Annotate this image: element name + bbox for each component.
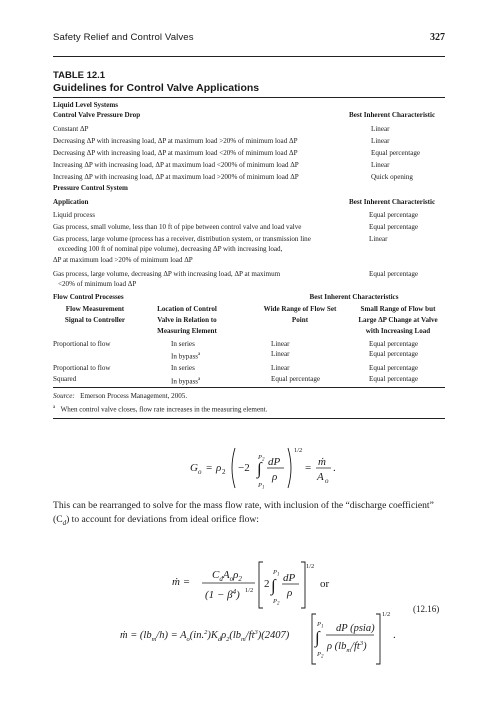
liquid-row-condition: Increasing ΔP with increasing load, ΔP at maximum load >200% of minimum load ΔP <box>53 173 299 181</box>
liquid-row-condition: Decreasing ΔP with increasing load, ΔP at maximum load >20% of minimum load ΔP <box>53 137 298 145</box>
pressure-row-application-cont: ΔP at maximum load >20% of minimum load ΔP <box>53 256 193 264</box>
eq2-exponent: 1/2 <box>306 563 315 570</box>
eq1-equals: = <box>206 462 213 474</box>
col-header-flow-measurement: Signal to Controller <box>64 316 126 324</box>
eq3-lower-limit: $P_2$ <box>317 651 324 660</box>
flow-row-small: Equal percentage <box>369 364 419 372</box>
eq1-minus-two: −2 <box>238 462 250 474</box>
flow-row-signal: Proportional to flow <box>53 364 111 372</box>
liquid-row-characteristic: Linear <box>371 161 390 169</box>
eq1-rho-sub: 2 <box>222 468 226 476</box>
eq1-rhs-num: ṁ <box>318 456 326 468</box>
eq1-upper-limit: $P_2$ <box>258 454 265 463</box>
eq3-integral-sign: ∫ <box>315 628 320 647</box>
flow-row-wide: Linear <box>271 340 290 348</box>
liquid-row-characteristic: Linear <box>371 125 390 133</box>
col-header-valve-location: Valve in Relation to <box>157 316 217 324</box>
liquid-row-characteristic: Equal percentage <box>371 149 421 157</box>
liquid-row-condition: Increasing ΔP with increasing load, ΔP at maximum load <200% of minimum load ΔP <box>53 161 299 169</box>
col-header-valve-location: Measuring Element <box>157 327 217 335</box>
eq1-exponent: 1/2 <box>294 447 303 454</box>
pressure-row-application: Gas process, small volume, less than 10 ft of pipe between control valve and load valve <box>53 223 302 231</box>
footnote-marker: a <box>198 377 201 382</box>
col-header-small-range: with Increasing Load <box>365 327 431 335</box>
col-header-application: Application <box>53 198 89 206</box>
col-header-small-range: Small Range of Flow but <box>360 305 436 313</box>
col-header-valve-location: Location of Control <box>157 305 217 313</box>
table-title: Guidelines for Control Valve Applications <box>53 82 260 94</box>
flow-row-location: In series <box>171 364 195 372</box>
eq2-frac-den: ρ <box>287 587 293 599</box>
eq1-rho: ρ <box>216 462 222 474</box>
eq2-num: $C_dA_o\rho_2$ <box>212 569 242 583</box>
flow-row-signal: Squared <box>53 375 77 383</box>
eq3-lhs: ṁ = $(lb_m/h) = A_o(in.^2)K_d\rho_2(lb_m/ft^3)(2407)$ <box>120 629 290 643</box>
eq2-left-bracket <box>259 562 263 608</box>
page-number: 327 <box>430 32 445 43</box>
flow-row-wide: Linear <box>271 350 290 358</box>
eq1-rhs-den-sub: o <box>325 477 329 485</box>
flow-row-location: In bypass$^a$ <box>171 377 201 386</box>
section-flow-control: Flow Control Processes <box>53 293 124 301</box>
flow-row-signal: Proportional to flow <box>53 340 111 348</box>
eq2-frac-num: dP <box>283 572 296 584</box>
eq2-or: or <box>320 578 330 590</box>
body-paragraph: This can be rearranged to solve for the mass flow rate, with inclusion of the “discharge coefficient” $(C_d)$ to account for deviations from ideal orifice flow: <box>53 500 434 527</box>
source-text: Emerson Process Management, 2005. <box>80 392 188 400</box>
col-header-wide-range: Wide Range of Flow Set <box>263 305 337 313</box>
eq1-lower-limit: $P_1$ <box>258 482 265 491</box>
flow-row-small: Equal percentage <box>369 340 419 348</box>
pressure-row-characteristic: Equal percentage <box>369 211 419 219</box>
eq3-frac-den: ρ $(lb_m/ft^3)$ <box>327 640 367 654</box>
eq3-frac-num: dP (psia) <box>336 623 375 634</box>
col-header-small-range: Large ΔP Change at Valve <box>358 316 438 324</box>
pressure-row-characteristic: Equal percentage <box>369 223 419 231</box>
eq1-lhs-sub: o <box>198 468 202 476</box>
eq1-period: . <box>333 462 336 474</box>
col-header-best-characteristic: Best Inherent Characteristic <box>349 111 436 119</box>
eq3-upper-limit: $P_1$ <box>317 621 324 630</box>
eq2-upper-limit: $P_1$ <box>273 569 280 578</box>
eq1-frac-num: dP <box>268 456 281 468</box>
pressure-row-application: Gas process, large volume (process has a receiver, distribution system, or transmission line <box>53 235 311 243</box>
col-header-best-characteristic: Best Inherent Characteristic <box>349 198 436 206</box>
flow-row-wide: Linear <box>271 364 290 372</box>
flow-row-small: Equal percentage <box>369 350 419 358</box>
eq1-integral-sign: ∫ <box>257 459 262 478</box>
source-label: Source: <box>53 392 75 400</box>
footnote-marker: a <box>198 352 201 357</box>
col-header-wide-range: Point <box>291 316 309 324</box>
running-head-title: Safety Relief and Control Valves <box>53 32 194 43</box>
section-liquid-level: Liquid Level Systems <box>53 101 119 109</box>
col-header-flow-measurement: Flow Measurement <box>65 305 125 313</box>
eq1-lhs: G <box>190 462 198 474</box>
liquid-row-characteristic: Quick opening <box>371 173 413 181</box>
eq3-right-bracket <box>376 614 380 664</box>
eq2-right-bracket <box>301 562 305 608</box>
flow-row-location: In series <box>171 340 195 348</box>
liquid-row-characteristic: Linear <box>371 137 390 145</box>
flow-row-wide: Equal percentage <box>271 375 321 383</box>
eq1-equals-2: = <box>305 462 312 474</box>
eq2-integral-sign: ∫ <box>271 576 276 595</box>
col-header-pressure-drop: Control Valve Pressure Drop <box>53 111 141 119</box>
pressure-row-application: Gas process, large volume, decreasing ΔP with increasing load, ΔP at maximum <box>53 270 281 278</box>
eq2-lower-limit: $P_2$ <box>273 598 280 607</box>
eq1-frac-den: ρ <box>272 471 278 483</box>
discharge-coefficient-subscript: d <box>62 518 67 527</box>
eq1-rhs-den: A <box>317 471 324 483</box>
pressure-row-application: Liquid process <box>53 211 95 219</box>
pressure-row-application-cont: exceeding 100 ft of nominal pipe volume), decreasing ΔP with increasing load, <box>58 245 283 253</box>
pressure-row-characteristic: Equal percentage <box>369 270 419 278</box>
pressure-row-characteristic: Linear <box>369 235 388 243</box>
footnote-mark: a <box>53 405 56 410</box>
eq3-exponent: 1/2 <box>382 611 391 618</box>
eq2-lhs: ṁ = <box>172 576 191 588</box>
eq2-den-exponent: 1/2 <box>245 587 254 594</box>
eq3-period: . <box>393 629 396 641</box>
flow-group-header: Best Inherent Characteristics <box>309 293 399 301</box>
liquid-row-condition: Constant ΔP <box>53 125 89 133</box>
liquid-row-condition: Decreasing ΔP with increasing load, ΔP at maximum load <20% of minimum load ΔP <box>53 149 298 157</box>
table-label: TABLE 12.1 <box>53 70 106 81</box>
eq2-two: 2 <box>264 578 270 590</box>
footnote-text: When control valve closes, flow rate increases in the measuring element. <box>60 405 268 414</box>
section-pressure-control: Pressure Control System <box>53 184 128 192</box>
eq2-den: $(1 - \beta^4)$ <box>205 588 240 601</box>
flow-row-small: Equal percentage <box>369 375 419 383</box>
flow-row-location: In bypass$^a$ <box>171 352 201 361</box>
pressure-row-application-cont: <20% of minimum load ΔP <box>58 280 137 288</box>
equation-number: (12.16) <box>413 604 440 614</box>
